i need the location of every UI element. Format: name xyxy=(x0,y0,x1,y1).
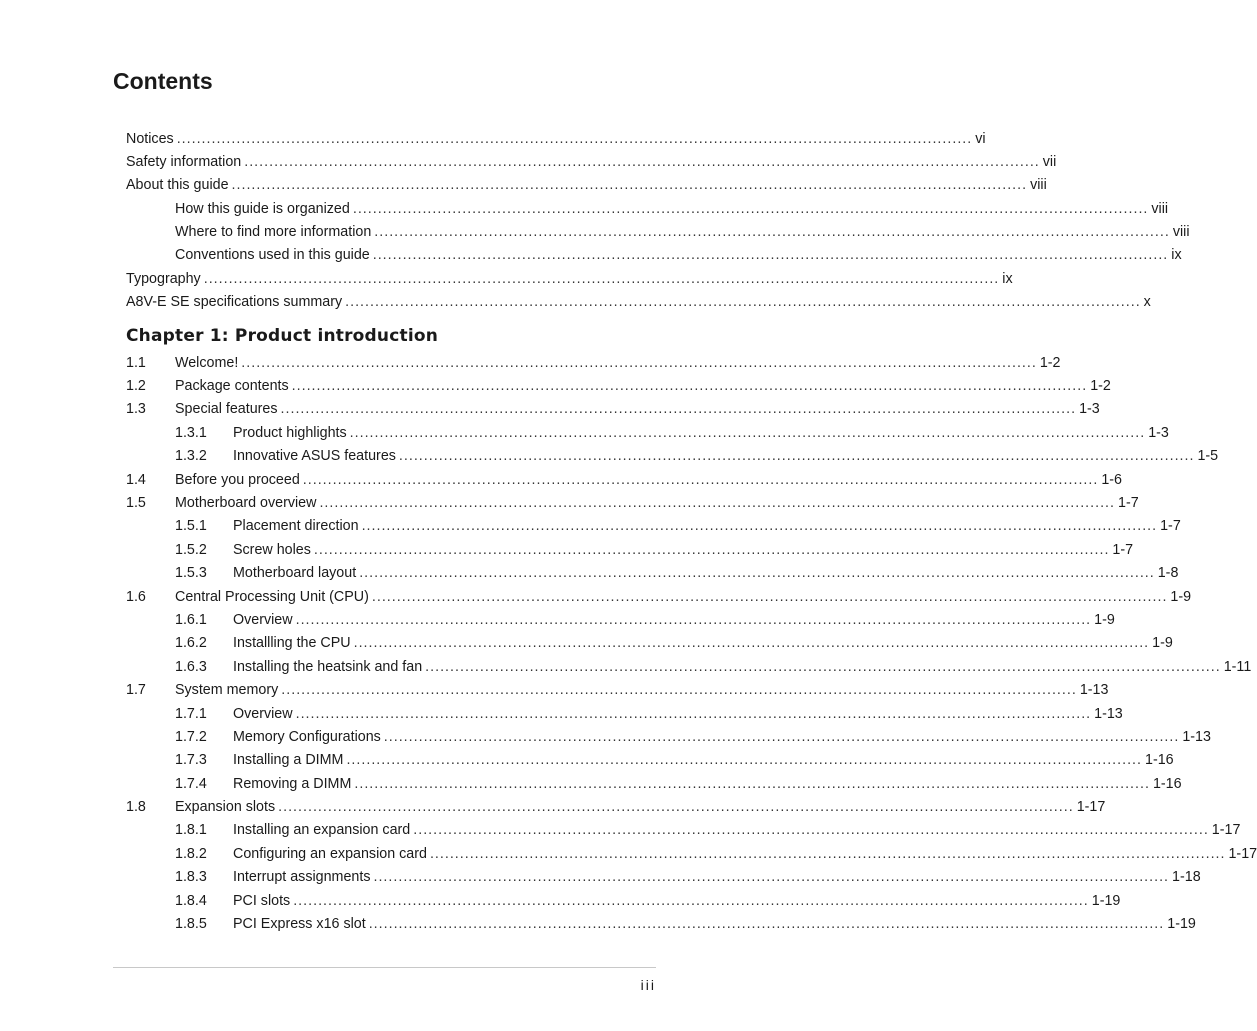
toc-entry-page: 1-16 xyxy=(1145,752,1174,769)
toc-entry-1-8-5[interactable]: 1.8.5 PCI Express x16 slot ................................................................................................................................................................ 1-19 xyxy=(175,916,1196,933)
toc-entry-page: x xyxy=(1143,294,1151,311)
toc-entry-1-5-3[interactable]: 1.5.3 Motherboard layout ................................................................................................................................................................ 1-8 xyxy=(175,565,1179,582)
toc-entry-1-5-1[interactable]: 1.5.1 Placement direction ................................................................................................................................................................ 1-7 xyxy=(175,518,1181,535)
toc-entry-page: ix xyxy=(1171,247,1182,264)
toc-entry-label: Motherboard layout xyxy=(233,565,357,582)
toc-entry-label: Where to find more information xyxy=(175,224,372,241)
section-number: 1.3.1 xyxy=(175,424,207,441)
toc-entry-page: 1-2 xyxy=(1090,378,1111,395)
toc-entry-page: 1-3 xyxy=(1079,401,1100,418)
toc-entry-1-8-3[interactable]: 1.8.3 Interrupt assignments ................................................................................................................................................................ 1-18 xyxy=(175,869,1201,886)
toc-entry-label: A8V-E SE specifications summary xyxy=(126,294,343,311)
section-number: 1.8.2 xyxy=(175,845,207,862)
toc-entry-1-8[interactable]: 1.8 Expansion slots ................................................................................................................................................................ 1-17 xyxy=(126,799,1106,816)
section-number: 1.3.2 xyxy=(175,448,207,465)
toc-entry-page: 1-8 xyxy=(1157,565,1179,582)
toc-entry-1-5[interactable]: 1.5 Motherboard overview ................................................................................................................................................................ 1-7 xyxy=(126,495,1139,511)
toc-entry-page: 1-3 xyxy=(1148,424,1169,441)
section-number: 1.8 xyxy=(126,799,146,816)
toc-entry-safety-information[interactable]: Safety information ................................................................................................................................................................ vii xyxy=(126,153,1057,170)
toc-entry-1-8-1[interactable]: 1.8.1 Installing an expansion card ................................................................................................................................................................ 1-17 xyxy=(175,822,1241,839)
table-of-contents xyxy=(126,127,1257,936)
toc-entry-1-1[interactable]: 1.1 Welcome! ................................................................................................................................................................ 1-2 xyxy=(126,354,1061,371)
toc-entry-typography[interactable]: Typography ................................................................................................................................................................ ix xyxy=(126,270,1013,287)
toc-entry-label: Before you proceed xyxy=(175,471,300,488)
toc-entry-1-7[interactable]: 1.7 System memory ................................................................................................................................................................ 1-13 xyxy=(126,682,1109,699)
toc-entry-specifications[interactable]: A8V-E SE specifications summary ................................................................................................................................................................ x xyxy=(126,294,1151,311)
footer-divider xyxy=(113,967,656,968)
toc-entry-1-7-3[interactable]: 1.7.3 Installing a DIMM ................................................................................................................................................................ 1-16 xyxy=(175,752,1174,769)
toc-entry-label: Central Processing Unit (CPU) xyxy=(175,588,369,605)
section-number: 1.7.2 xyxy=(175,728,207,745)
toc-entry-page: 1-7 xyxy=(1160,518,1181,535)
section-number: 1.2 xyxy=(126,378,146,395)
toc-entry-label: Removing a DIMM xyxy=(233,775,352,792)
section-number: 1.5 xyxy=(126,495,146,511)
toc-entry-1-6-2[interactable]: 1.6.2 Installling the CPU ................................................................................................................................................................ 1-9 xyxy=(175,635,1173,652)
toc-entry-1-3-2[interactable]: 1.3.2 Innovative ASUS features ................................................................................................................................................................ 1-5 xyxy=(175,448,1219,465)
toc-entry-page: vi xyxy=(975,130,986,147)
toc-entry-page: 1-18 xyxy=(1172,869,1201,886)
toc-entry-1-6-3[interactable]: 1.6.3 Installing the heatsink and fan ................................................................................................................................................................ 1-11 xyxy=(175,658,1252,675)
page-number: iii xyxy=(640,977,656,993)
toc-entry-label: Installing the heatsink and fan xyxy=(233,658,423,675)
toc-entry-label: Installing an expansion card xyxy=(233,822,411,839)
section-number: 1.8.3 xyxy=(175,869,207,886)
toc-entry-label: How this guide is organized xyxy=(175,200,350,217)
toc-entry-page: 1-9 xyxy=(1152,635,1173,652)
toc-entry-page: viii xyxy=(1172,224,1190,241)
toc-entry-label: Special features xyxy=(175,401,278,418)
toc-entry-1-6-1[interactable]: 1.6.1 Overview ................................................................................................................................................................ 1-9 xyxy=(175,611,1115,628)
section-number: 1.5.2 xyxy=(175,541,207,558)
toc-entry-label: Safety information xyxy=(126,153,242,170)
toc-entry-page: 1-19 xyxy=(1167,916,1196,933)
toc-entry-page: 1-6 xyxy=(1101,471,1123,488)
page-title: Contents xyxy=(113,68,213,94)
section-number: 1.7.3 xyxy=(175,752,207,769)
toc-entry-label: Configuring an expansion card xyxy=(233,845,427,862)
toc-entry-label: Expansion slots xyxy=(175,799,276,816)
section-number: 1.6.1 xyxy=(175,611,207,628)
section-number: 1.3 xyxy=(126,401,146,418)
toc-entry-page: 1-9 xyxy=(1170,588,1192,605)
toc-entry-about-this-guide[interactable]: About this guide ................................................................................................................................................................ viii xyxy=(126,177,1047,194)
toc-entry-how-organized[interactable]: How this guide is organized ................................................................................................................................................................ viii xyxy=(175,200,1169,217)
toc-entry-1-2[interactable]: 1.2 Package contents ................................................................................................................................................................ 1-2 xyxy=(126,378,1111,395)
section-number: 1.8.1 xyxy=(175,822,207,839)
section-number: 1.7.4 xyxy=(175,775,207,792)
toc-entry-label: Innovative ASUS features xyxy=(233,448,396,465)
toc-entry-1-5-2[interactable]: 1.5.2 Screw holes ................................................................................................................................................................ 1-7 xyxy=(175,541,1134,558)
toc-entry-1-8-2[interactable]: 1.8.2 Configuring an expansion card ................................................................................................................................................................ 1-17 xyxy=(175,845,1257,862)
section-number: 1.5.1 xyxy=(175,518,207,535)
toc-entry-page: 1-17 xyxy=(1211,822,1241,839)
toc-entry-page: 1-11 xyxy=(1223,658,1252,675)
toc-entry-label: Installling the CPU xyxy=(233,635,351,652)
toc-entry-page: 1-17 xyxy=(1228,845,1257,862)
toc-entry-page: 1-16 xyxy=(1152,775,1182,792)
toc-entry-1-3[interactable]: 1.3 Special features ................................................................................................................................................................ 1-3 xyxy=(126,401,1100,418)
toc-entry-page: 1-13 xyxy=(1079,682,1109,699)
toc-entry-label: Package contents xyxy=(175,378,289,395)
toc-entry-more-information[interactable]: Where to find more information ................................................................................................................................................................ viii xyxy=(175,224,1190,241)
section-number: 1.4 xyxy=(126,471,146,488)
toc-entry-label: Screw holes xyxy=(233,541,311,558)
toc-entry-label: Installing a DIMM xyxy=(233,752,344,769)
toc-entry-label: Notices xyxy=(126,130,174,147)
toc-entry-page: 1-13 xyxy=(1182,728,1211,745)
toc-entry-label: Overview xyxy=(233,705,293,722)
section-number: 1.5.3 xyxy=(175,565,207,582)
toc-entry-page: viii xyxy=(1151,200,1169,217)
toc-entry-page: viii xyxy=(1030,177,1047,194)
section-number: 1.6 xyxy=(126,588,146,605)
toc-entry-page: 1-7 xyxy=(1118,495,1139,511)
toc-entry-1-7-4[interactable]: 1.7.4 Removing a DIMM ................................................................................................................................................................ 1-16 xyxy=(175,775,1182,792)
toc-entry-page: 1-7 xyxy=(1112,541,1134,558)
toc-entry-page: 1-13 xyxy=(1094,705,1123,722)
section-number: 1.6.2 xyxy=(175,635,207,652)
toc-entry-label: Typography xyxy=(126,270,201,287)
section-number: 1.7 xyxy=(126,682,146,699)
toc-entry-label: Overview xyxy=(233,611,293,628)
toc-entry-label: System memory xyxy=(175,682,279,699)
section-number: 1.7.1 xyxy=(175,705,207,722)
toc-entry-page: 1-5 xyxy=(1197,448,1219,465)
toc-entry-1-4[interactable]: 1.4 Before you proceed ................................................................................................................................................................ 1-6 xyxy=(126,471,1123,488)
toc-entry-page: 1-2 xyxy=(1039,354,1061,371)
toc-entry-page: ix xyxy=(1002,270,1013,287)
toc-entry-notices[interactable]: Notices ................................................................................................................................................................ vi xyxy=(126,130,986,147)
chapter-title: Chapter 1: Product introduction xyxy=(126,326,439,347)
toc-entry-label: Welcome! xyxy=(175,354,239,371)
toc-entry-1-7-1[interactable]: 1.7.1 Overview ................................................................................................................................................................ 1-13 xyxy=(175,705,1123,722)
toc-entry-label: PCI slots xyxy=(233,892,291,909)
toc-entry-label: Placement direction xyxy=(233,518,359,535)
section-number: 1.6.3 xyxy=(175,658,207,675)
toc-entry-page: 1-9 xyxy=(1094,611,1115,628)
toc-entry-label: PCI Express x16 slot xyxy=(233,916,366,933)
toc-entry-label: Product highlights xyxy=(233,424,347,441)
toc-entry-page: 1-17 xyxy=(1076,799,1106,816)
toc-entry-label: Interrupt assignments xyxy=(233,869,371,886)
section-number: 1.8.4 xyxy=(175,892,207,909)
toc-entry-label: Motherboard overview xyxy=(175,495,317,511)
toc-entry-conventions[interactable]: Conventions used in this guide ................................................................................................................................................................ ix xyxy=(175,247,1182,264)
toc-entry-1-3-1[interactable]: 1.3.1 Product highlights ................................................................................................................................................................ 1-3 xyxy=(175,424,1169,441)
toc-entry-page: 1-19 xyxy=(1091,892,1121,909)
section-number: 1.1 xyxy=(126,354,146,371)
toc-entry-1-6[interactable]: 1.6 Central Processing Unit (CPU) ................................................................................................................................................................ 1-9 xyxy=(126,588,1192,605)
toc-entry-1-8-4[interactable]: 1.8.4 PCI slots ................................................................................................................................................................ 1-19 xyxy=(175,892,1121,909)
toc-entry-label: Memory Configurations xyxy=(233,728,381,745)
toc-entry-1-7-2[interactable]: 1.7.2 Memory Configurations ................................................................................................................................................................ 1-13 xyxy=(175,728,1211,745)
chapter-heading[interactable] xyxy=(126,322,598,349)
section-number: 1.8.5 xyxy=(175,916,207,933)
toc-entry-page: vii xyxy=(1042,153,1057,170)
toc-entry-label: Conventions used in this guide xyxy=(175,247,370,264)
toc-entry-label: About this guide xyxy=(126,177,229,194)
